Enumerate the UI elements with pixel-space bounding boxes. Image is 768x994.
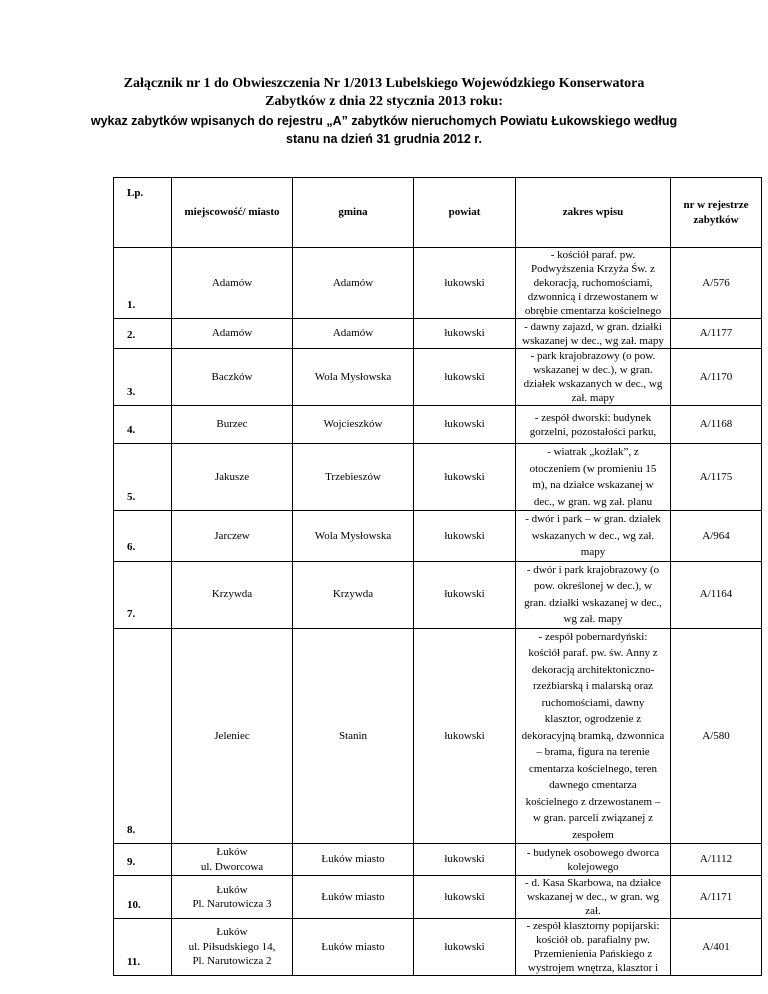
table-row	[114, 444, 762, 511]
zakres-line: kościelnego z drzewostanem –	[525, 795, 661, 808]
zakres-line: zespołem	[572, 828, 614, 841]
cell-powiat: łukowski	[414, 919, 516, 976]
cell-zakres	[516, 349, 671, 406]
zakres-line: dzwonnicą i drzewostanem w	[527, 291, 659, 303]
cell-zakres	[516, 919, 671, 976]
cell-miejscowosc	[172, 876, 293, 919]
zakres-line: zał.	[585, 905, 601, 917]
cell-lp: 6.	[114, 511, 172, 562]
table-header-row	[114, 178, 762, 248]
cell-powiat: łukowski	[414, 444, 516, 511]
cell-powiat: łukowski	[414, 319, 516, 349]
cell-lp: 8.	[114, 628, 172, 844]
zakres-line: gran. działki wskazanej w dec.,	[524, 596, 662, 609]
table-row	[114, 349, 762, 406]
cell-nr: A/401	[671, 919, 762, 976]
cell-zakres	[516, 248, 671, 319]
cell-nr: A/1171	[671, 876, 762, 919]
cell-miejscowosc	[172, 248, 293, 319]
cell-nr: A/1168	[671, 406, 762, 444]
cell-nr: A/1177	[671, 319, 762, 349]
zakres-line: wskazanych w dec., wg zał.	[531, 529, 655, 542]
zakres-line: – brama, figura na terenie	[536, 746, 650, 758]
miejscowosc-line: Pl. Narutowicza 3	[192, 898, 272, 910]
zakres-line: cmentarza kościelnego, teren	[529, 762, 657, 775]
zakres-line: - zespół dworski: budynek	[534, 411, 652, 424]
zakres-line: dekoracją architektoniczno-	[531, 663, 655, 676]
heading-line-4: stanu na dzień 31 grudnia 2012 r.	[286, 132, 482, 146]
cell-zakres	[516, 319, 671, 349]
miejscowosc-line: Baczków	[211, 370, 253, 383]
cell-gmina: Wola Mysłowska	[293, 511, 414, 562]
cell-gmina: Łuków miasto	[293, 844, 414, 876]
zakres-line: gorzelni, pozostałości parku,	[529, 425, 657, 438]
cell-miejscowosc	[172, 319, 293, 349]
cell-powiat: łukowski	[414, 349, 516, 406]
zakres-line: Podwyższenia Krzyża Św. z	[531, 263, 655, 275]
cell-miejscowosc	[172, 561, 293, 628]
cell-miejscowosc	[172, 349, 293, 406]
table-row	[114, 628, 762, 844]
table-row	[114, 844, 762, 876]
cell-lp: 4.	[114, 406, 172, 444]
zakres-line: rzeźbiarską i malarską oraz	[532, 680, 653, 692]
col-header-zakres: zakres wpisu	[516, 178, 671, 248]
zakres-line: klasztor, ogrodzenie z	[544, 713, 642, 725]
zakres-line: - dwór i park – w gran. działek	[525, 513, 661, 525]
cell-powiat: łukowski	[414, 628, 516, 844]
cell-gmina: Adamów	[293, 319, 414, 349]
cell-miejscowosc	[172, 444, 293, 511]
miejscowosc-line: ul. Dworcowa	[200, 860, 264, 873]
zakres-line: dekoracyjną bramką, dzwonnica	[521, 729, 665, 742]
zakres-line: ruchomościami, dawny	[541, 696, 645, 709]
cell-gmina: Wojcieszków	[293, 406, 414, 444]
miejscowosc-line: Jeleniec	[214, 729, 250, 742]
cell-nr: A/1175	[671, 444, 762, 511]
col-header-nr: nr w rejestrze zabytków	[671, 178, 762, 248]
zakres-line: dawnego cmentarza	[549, 779, 637, 791]
cell-gmina: Stanin	[293, 628, 414, 844]
cell-nr: A/1112	[671, 844, 762, 876]
miejscowosc-line: Burzec	[216, 418, 248, 431]
cell-gmina: Łuków miasto	[293, 919, 414, 976]
miejscowosc-line: Łuków	[216, 926, 248, 939]
cell-zakres	[516, 444, 671, 511]
miejscowosc-line: Łuków	[216, 846, 248, 858]
zakres-line: - budynek osobowego dworca	[526, 846, 660, 859]
heading-line-1: Załącznik nr 1 do Obwieszczenia Nr 1/2013 Lubelskiego Wojewódzkiego Konserwatora	[123, 76, 645, 91]
zakres-line: wskazanej w dec.), w gran.	[533, 364, 653, 376]
table-row	[114, 919, 762, 976]
zakres-line: kolejowego	[567, 860, 619, 873]
table-row	[114, 876, 762, 919]
zakres-line: działek wskazanych w dec., wg	[523, 378, 663, 390]
table-row	[114, 511, 762, 562]
miejscowosc-line: Jarczew	[214, 529, 250, 542]
zakres-line: pow. określonej w dec.), w	[533, 580, 653, 592]
cell-nr: A/1164	[671, 561, 762, 628]
zakres-line: w gran. parceli związanej z	[532, 812, 653, 824]
cell-gmina: Łuków miasto	[293, 876, 414, 919]
cell-gmina: Trzebieszów	[293, 444, 414, 511]
cell-gmina: Krzywda	[293, 561, 414, 628]
zakres-line: - dawny zajazd, w gran. działki	[524, 320, 662, 333]
cell-zakres	[516, 561, 671, 628]
cell-lp: 9.	[114, 844, 172, 876]
cell-lp: 2.	[114, 319, 172, 349]
heading-line-3: wykaz zabytków wpisanych do rejestru „A” zabytków nieruchomych Powiatu Łukowskiego według	[90, 114, 678, 128]
zakres-line: wskazanej w dec., w gran. wg	[527, 891, 659, 903]
cell-zakres	[516, 844, 671, 876]
zakres-line: zał. mapy	[571, 392, 615, 404]
zakres-line: dec., w gran. wg zał. planu	[533, 495, 653, 508]
zakres-line: Przemienienia Pańskiego z	[533, 948, 653, 960]
cell-gmina: Adamów	[293, 248, 414, 319]
cell-miejscowosc	[172, 406, 293, 444]
cell-lp: 1.	[114, 248, 172, 319]
miejscowosc-line: ul. Piłsudskiego 14,	[188, 940, 276, 953]
cell-nr: A/576	[671, 248, 762, 319]
cell-lp: 10.	[114, 876, 172, 919]
table-row	[114, 561, 762, 628]
miejscowosc-line: Adamów	[211, 276, 253, 289]
cell-lp: 11.	[114, 919, 172, 976]
zakres-line: kościół paraf. pw. św. Anny z	[528, 647, 658, 659]
cell-powiat: łukowski	[414, 406, 516, 444]
cell-powiat: łukowski	[414, 248, 516, 319]
cell-zakres	[516, 406, 671, 444]
zakres-line: - park krajobrazowy (o pow.	[530, 350, 656, 362]
zakres-line: - wiatrak „koźlak”, z	[547, 446, 639, 458]
col-header-miejscowosc: miejscowość/ miasto	[172, 178, 293, 248]
cell-powiat: łukowski	[414, 561, 516, 628]
table-row	[114, 248, 762, 319]
zakres-line: - dwór i park krajobrazowy (o	[526, 563, 660, 576]
table-row	[114, 406, 762, 444]
col-header-gmina: gmina	[293, 178, 414, 248]
cell-miejscowosc	[172, 919, 293, 976]
cell-powiat: łukowski	[414, 511, 516, 562]
table-row	[114, 319, 762, 349]
cell-zakres	[516, 628, 671, 844]
cell-miejscowosc	[172, 844, 293, 876]
miejscowosc-line: Łuków	[216, 883, 248, 896]
cell-zakres	[516, 511, 671, 562]
zakres-line: otoczeniem (w promieniu 15	[529, 462, 657, 475]
zakres-line: wskazanej w dec., wg zał. mapy	[522, 334, 664, 347]
miejscowosc-line: Adamów	[211, 327, 253, 340]
zakres-line: mapy	[580, 546, 606, 558]
col-header-powiat: powiat	[414, 178, 516, 248]
zakres-line: - d. Kasa Skarbowa, na działce	[525, 877, 661, 889]
miejscowosc-line: Jakusze	[214, 470, 250, 483]
cell-lp: 5.	[114, 444, 172, 511]
col-header-lp: Lp.	[114, 178, 172, 248]
cell-nr: A/1170	[671, 349, 762, 406]
zakres-line: wg zał. mapy	[563, 613, 623, 625]
cell-miejscowosc	[172, 628, 293, 844]
cell-lp: 3.	[114, 349, 172, 406]
cell-lp: 7.	[114, 561, 172, 628]
zakres-line: kościół ob. parafialny pw.	[536, 934, 650, 946]
zakres-line: - kościół paraf. pw.	[550, 249, 636, 261]
miejscowosc-line: Pl. Narutowicza 2	[192, 955, 272, 968]
cell-miejscowosc	[172, 511, 293, 562]
zakres-line: obrębie cmentarza kościelnego	[524, 305, 662, 317]
zakres-line: m), na działce wskazanej w	[532, 479, 654, 491]
zakres-line: dekoracją, ruchomościami,	[533, 277, 653, 289]
miejscowosc-line: Krzywda	[211, 588, 253, 601]
zakres-line: - zespół pobernardyński:	[538, 630, 648, 643]
cell-nr: A/580	[671, 628, 762, 844]
cell-gmina: Wola Mysłowska	[293, 349, 414, 406]
zakres-line: - zespół klasztorny popijarski:	[526, 920, 660, 932]
heading-line-2: Zabytków z dnia 22 stycznia 2013 roku:	[265, 94, 503, 109]
cell-powiat: łukowski	[414, 844, 516, 876]
cell-zakres	[516, 876, 671, 919]
cell-powiat: łukowski	[414, 876, 516, 919]
zakres-line: wystrojem wnętrza, klasztor i	[527, 962, 659, 974]
cell-nr: A/964	[671, 511, 762, 562]
monuments-table	[113, 177, 762, 976]
